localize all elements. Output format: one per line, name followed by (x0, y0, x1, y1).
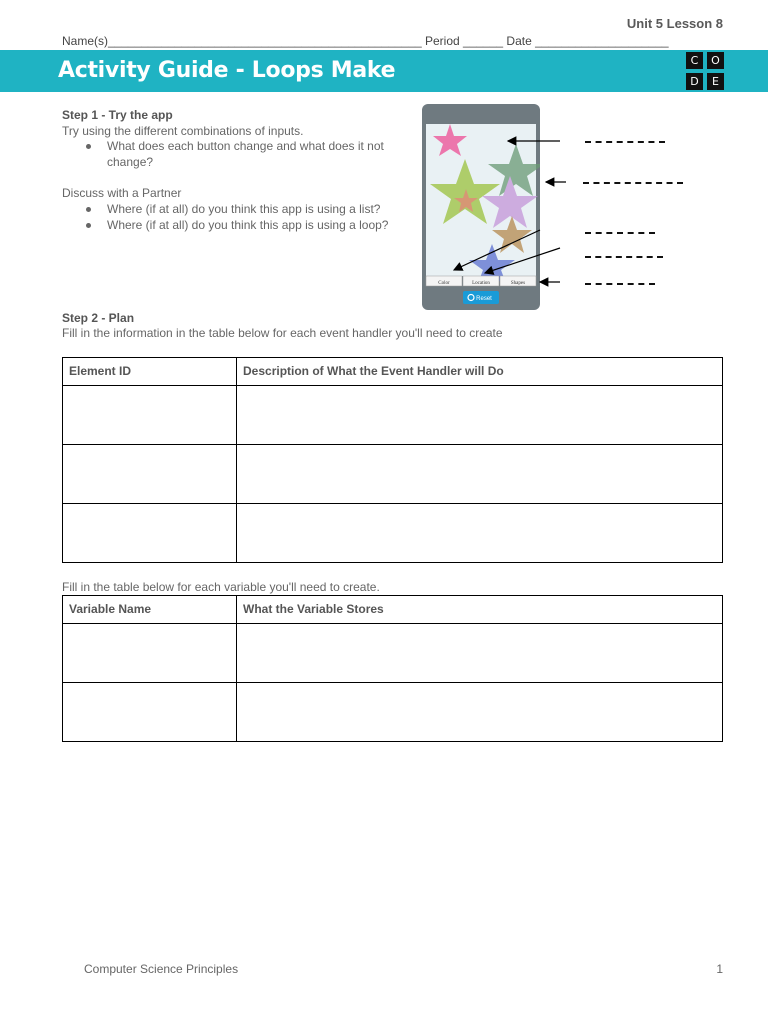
redacted-label (583, 182, 683, 184)
code-logo (686, 52, 724, 90)
logo-letter: C (686, 52, 703, 69)
table-cell[interactable] (63, 504, 237, 563)
table-cell[interactable] (237, 624, 723, 683)
arrow-line (454, 230, 540, 270)
step2-heading: Step 2 - Plan (62, 311, 135, 325)
color-button-label: Color (438, 281, 450, 286)
table2-intro: Fill in the table below for each variable you'll need to create. (62, 580, 380, 594)
table-cell[interactable] (63, 445, 237, 504)
location-button-label: Location (472, 281, 490, 286)
page-number: 1 (716, 962, 723, 976)
title-banner (0, 50, 768, 92)
redacted-label (585, 232, 655, 234)
table-cell[interactable] (63, 624, 237, 683)
step1-heading: Step 1 - Try the app (62, 108, 173, 122)
table-row (63, 624, 723, 683)
list-item: Where (if at all) do you think this app is using a list? (62, 202, 422, 218)
step2-intro: Fill in the information in the table below for each event handler you'll need to create (62, 326, 503, 340)
page-title: Activity Guide - Loops Make (58, 58, 396, 83)
shapes-button-label: Shapes (510, 281, 526, 286)
column-header: Element ID (63, 358, 237, 386)
arrow-line (485, 248, 560, 273)
redacted-label (585, 141, 665, 143)
table-cell[interactable] (63, 386, 237, 445)
annotation-arrows (440, 120, 740, 300)
column-header: Variable Name (63, 596, 237, 624)
table-cell[interactable] (237, 386, 723, 445)
table-cell[interactable] (237, 683, 723, 742)
table-cell[interactable] (237, 504, 723, 563)
event-handler-table (62, 357, 723, 563)
unit-lesson-label: Unit 5 Lesson 8 (626, 16, 723, 31)
step1-intro: Try using the different combinations of inputs. (62, 124, 304, 138)
discuss-bullets (62, 202, 422, 233)
reset-button-label: Reset (476, 296, 492, 302)
step1-bullets (62, 139, 412, 170)
redacted-label (585, 283, 655, 285)
footer-course: Computer Science Principles (84, 962, 239, 976)
table-cell[interactable] (237, 445, 723, 504)
logo-letter: O (707, 52, 724, 69)
table-row (63, 683, 723, 742)
table-row (63, 504, 723, 563)
column-header: What the Variable Stores (237, 596, 723, 624)
table-cell[interactable] (63, 683, 237, 742)
list-item: Where (if at all) do you think this app is using a loop? (62, 218, 422, 234)
discuss-heading: Discuss with a Partner (62, 186, 182, 200)
column-header: Description of What the Event Handler will Do (237, 358, 723, 386)
table-row (63, 445, 723, 504)
table-row (63, 386, 723, 445)
logo-letter: E (707, 73, 724, 90)
logo-letter: D (686, 73, 703, 90)
name-period-date-line: Name(s)_______________________________________________ Period ______ Date ____________________ (62, 34, 669, 48)
variable-table (62, 595, 723, 742)
redacted-label (585, 256, 663, 258)
list-item: What does each button change and what does it not change? (62, 139, 412, 170)
